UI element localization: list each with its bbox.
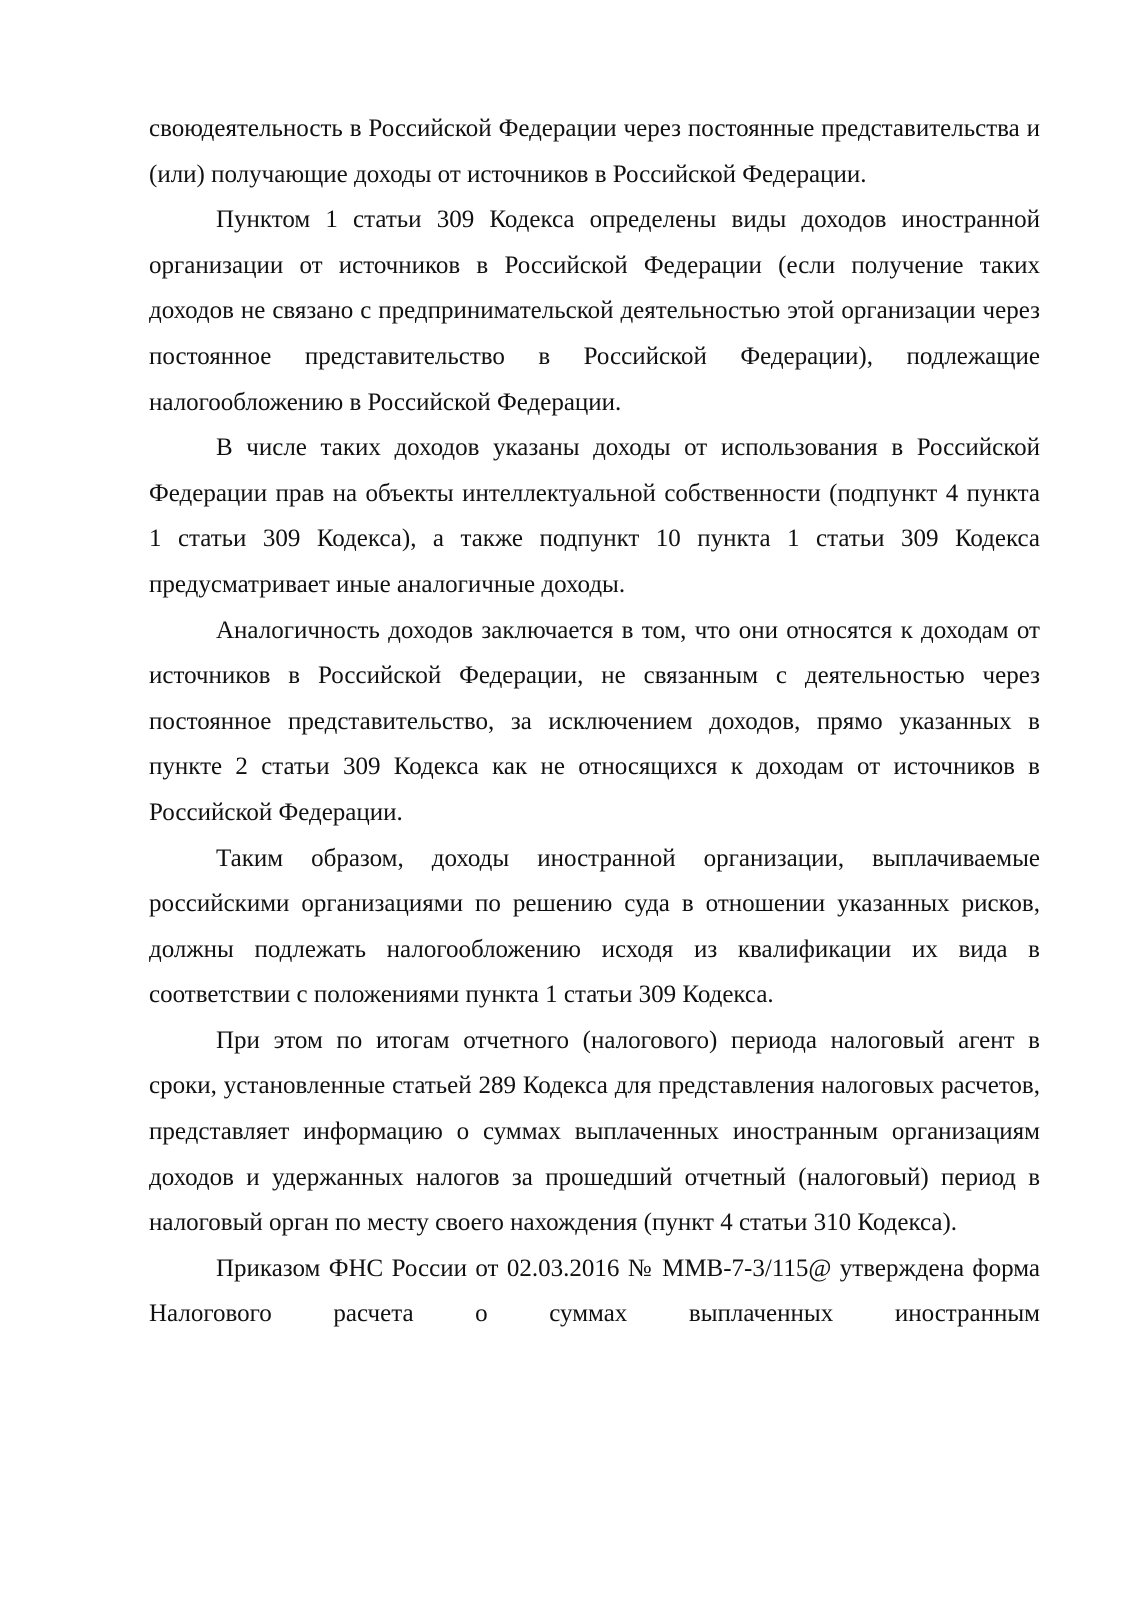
paragraph-2: Пунктом 1 статьи 309 Кодекса определены виды доходов иностранной организации от источников в Российской Федерации (если получение таких доходов не связано с предпринимательской деятельностью этой организации через постоянное представительство в Российской Федерации), подлежащие налогообложению в Российской Федерации. bbox=[149, 206, 1040, 416]
paragraph-3: В числе таких доходов указаны доходы от использования в Российской Федерации прав на объекты интеллектуальной собственности (подпункт 4 пункта 1 статьи 309 Кодекса), а также подпункт 10 пункта 1 статьи 309 Кодекса предусматривает иные аналогичные доходы. bbox=[149, 434, 1040, 598]
paragraph-7: Приказом ФНС России от 02.03.2016 № ММВ-7-3/115@ утверждена форма Налогового расчета о суммах выплаченных иностранным bbox=[149, 1254, 1040, 1328]
paragraph-6: При этом по итогам отчетного (налогового) периода налоговый агент в сроки, установленные статьей 289 Кодекса для представления налоговых расчетов, представляет информацию о суммах выплаченных иностранным организациям доходов и удержанных налогов за прошедший отчетный (налоговый) период в налоговый орган по месту своего нахождения (пункт 4 статьи 310 Кодекса). bbox=[149, 1026, 1040, 1237]
paragraph-5: Таким образом, доходы иностранной организации, выплачиваемые российскими организациями по решению суда в отношении указанных рисков, должны подлежать налогообложению исходя из квалификации их вида в соответствии с положениями пункта 1 статьи 309 Кодекса. bbox=[149, 844, 1040, 1009]
paragraph-4: Аналогичность доходов заключается в том, что они относятся к доходам от источников в Российской Федерации, не связанным с деятельностью через постоянное представительство, за исключением доходов, прямо указанных в пункте 2 статьи 309 Кодекса как не относящихся к доходам от источников в Российской Федерации. bbox=[149, 616, 1040, 826]
paragraph-1: своюдеятельность в Российской Федерации через постоянные представительства и (или) получающие доходы от источников в Российской Федерации. bbox=[149, 115, 1040, 188]
document-body bbox=[149, 106, 1040, 1337]
